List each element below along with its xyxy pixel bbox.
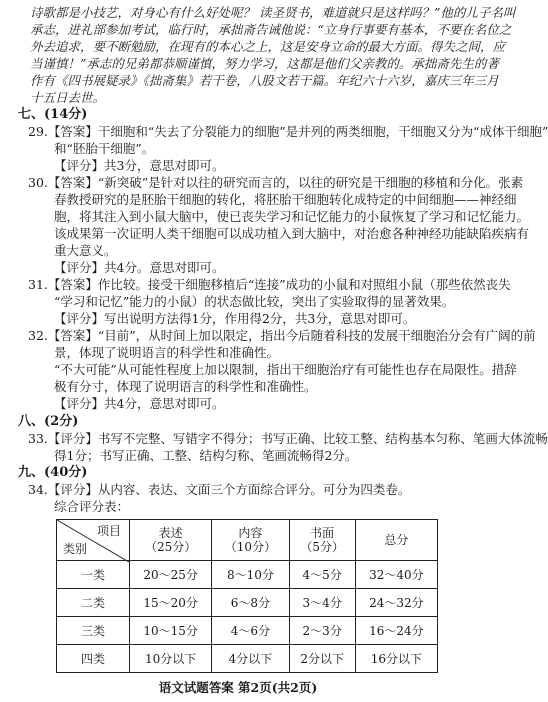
header-cell: 内容 （10分） xyxy=(212,520,289,561)
corner-label-top: 项目 xyxy=(96,524,121,538)
intro-line: 当谨慎！”承志的兄弟都恭顺谨慎，努力学习，这都是他们父亲教的。承拙斋先生的著 xyxy=(30,56,499,71)
page-footer: 语文试题答案 第2页(共2页) xyxy=(158,680,318,695)
table-cell: 4～6分 xyxy=(212,617,289,645)
q30-answer-cont: 胞，将其注入到小鼠大脑中，使已丧失学习和记忆能力的小鼠恢复了学习和记忆能力。 xyxy=(54,209,530,224)
intro-line: 外去追求，要不断勉励，在现有的本心之上，这是安身立命的最大方面。得失之间，应 xyxy=(30,39,506,54)
q30-score: 【评分】共4分。意思对即可。 xyxy=(54,260,225,275)
table-cell: 4分以下 xyxy=(212,645,289,673)
table-header-row xyxy=(57,520,438,561)
table-cell: 20～25分 xyxy=(130,561,212,589)
intro-line: 十五日去世。 xyxy=(30,90,106,105)
category-cell: 一类 xyxy=(57,561,130,589)
score-table xyxy=(56,519,438,673)
table-cell: 16～24分 xyxy=(355,617,437,645)
intro-line: 诗歌都是小技艺，对身心有什么好处呢？ 读圣贤书，难道就只是这样吗？”他的儿子名叫 xyxy=(30,5,516,20)
table-cell: 10～15分 xyxy=(130,617,212,645)
table-cell: 32～40分 xyxy=(355,561,437,589)
intro-line: 承志，进礼部参加考试，临行时，承拙斋告诫他说：“立身行事要有基本，不要在名位之 xyxy=(30,22,512,37)
table-cell: 15～20分 xyxy=(130,589,212,617)
table-row xyxy=(57,617,438,645)
q32-answer-cont: 景，体现了说明语言的科学性和准确性。 xyxy=(54,345,280,360)
q30-answer-cont: 重大意义。 xyxy=(54,243,117,258)
corner-label-bottom: 类别 xyxy=(63,542,88,556)
q31-answer: 31.【答案】作比较。接受干细胞移植后“连接”成功的小鼠和对照组小鼠（那些依然丧失 xyxy=(28,277,511,292)
q29-score: 【评分】共3分，意思对即可。 xyxy=(54,158,225,173)
table-cell: 2分以下 xyxy=(289,645,355,673)
header-cell: 总分 xyxy=(355,520,437,561)
q29-answer: 29.【答案】干细胞和“失去了分裂能力的细胞”是并列的两类细胞，干细胞又分为“成体干细胞” xyxy=(28,124,548,139)
header-cell: 表述 （25分） xyxy=(130,520,212,561)
table-cell: 6～8分 xyxy=(212,589,289,617)
q32-answer-cont: “不大可能”从可能性程度上加以限制，指出干细胞治疗有可能性也存在局限性。措辞 xyxy=(54,362,517,377)
category-cell: 三类 xyxy=(57,617,130,645)
q32-answer-cont: 极有分寸，体现了说明语言的科学性和准确性。 xyxy=(54,379,317,394)
category-cell: 二类 xyxy=(57,589,130,617)
table-cell: 16分以下 xyxy=(355,645,437,673)
table-cell: 8～10分 xyxy=(212,561,289,589)
category-cell: 四类 xyxy=(57,645,130,673)
q32-answer: 32.【答案】“目前”，从时间上加以限定，指出今后随着科技的发展干细胞治分会有广阔的前 xyxy=(28,328,536,343)
q29-answer-cont: 和“胚胎干细胞”。 xyxy=(54,141,155,156)
q31-answer-cont: “学习和记忆”能力的小鼠）的状态做比较，突出了实验取得的显著效果。 xyxy=(54,294,455,309)
table-cell: 3～4分 xyxy=(289,589,355,617)
table-corner-cell xyxy=(57,520,130,561)
q30-answer: 30.【答案】“新突破”是针对以往的研究而言的，以往的研究是干细胞的移植和分化。张素 xyxy=(28,175,524,190)
q32-score: 【评分】共4分，意思对即可。 xyxy=(54,396,225,411)
table-cell: 2～3分 xyxy=(289,617,355,645)
table-row xyxy=(57,645,438,673)
q30-answer-cont: 该成果第一次证明人类干细胞可以成功植入到大脑中，对治愈各种神经功能缺陷疾病有 xyxy=(54,226,530,241)
header-cell: 书面 （5分） xyxy=(289,520,355,561)
q34-score: 34.【评分】从内容、表达、文面三个方面综合评分。可分为四类卷。 xyxy=(28,482,411,497)
score-table-caption: 综合评分表： xyxy=(54,499,130,514)
q31-score: 【评分】写出说明方法得1分，作用得2分，共3分，意思对即可。 xyxy=(54,311,416,326)
section-heading-8: 八、(2分) xyxy=(18,414,79,429)
section-heading-7: 七、(14分) xyxy=(18,107,88,122)
intro-line: 作有《四书展疑录》《拙斋集》若干卷，八股文若干篇。年纪六十六岁，嘉庆三年三月 xyxy=(30,73,499,88)
table-cell: 10分以下 xyxy=(130,645,212,673)
table-cell: 4～5分 xyxy=(289,561,355,589)
table-cell: 24～32分 xyxy=(355,589,437,617)
table-row xyxy=(57,561,438,589)
q33-score: 33.【评分】书写不完整、写错字不得分；书写正确、比较工整、结构基本匀称、笔画大体流畅 xyxy=(28,431,548,446)
table-row xyxy=(57,589,438,617)
q33-score-cont: 得1分；书写正确、工整、结构匀称、笔画流畅得2分。 xyxy=(54,448,358,463)
section-heading-9: 九、(40分) xyxy=(18,465,88,480)
q30-answer-cont: 春教授研究的是胚胎干细胞的转化，将胚胎干细胞转化成特定的中间细胞——神经细 xyxy=(54,192,517,207)
